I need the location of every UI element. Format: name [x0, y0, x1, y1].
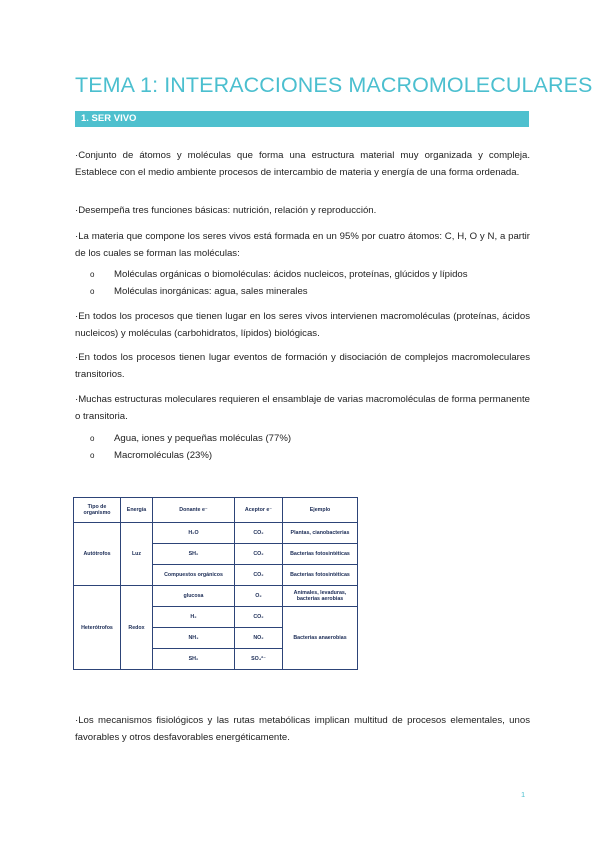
bullet-icon: o	[90, 434, 95, 443]
table-cell: SH₂	[153, 649, 235, 670]
table-cell: Bacterias anaerobias	[283, 607, 358, 670]
table-cell-organism: Heterótrofos	[74, 586, 121, 670]
table-cell-energy: Redox	[121, 586, 153, 670]
bullet-icon: o	[90, 270, 95, 279]
table-cell: Animales, levaduras, bacterias aerobias	[283, 586, 358, 607]
table-cell: NH₃	[153, 628, 235, 649]
column-header: Aceptor e⁻	[235, 498, 283, 523]
table-cell: NO₂	[235, 628, 283, 649]
table-cell: CO₂	[235, 523, 283, 544]
paragraph: ·Desempeña tres funciones básicas: nutrición, relación y reproducción.	[75, 205, 377, 216]
column-header: Energía	[121, 498, 153, 523]
table-header-row	[74, 498, 358, 523]
table-cell-organism: Autótrofos	[74, 523, 121, 586]
list-item	[90, 266, 530, 283]
table-cell: O₂	[235, 586, 283, 607]
table-cell-energy: Luz	[121, 523, 153, 586]
table-cell: CO₂	[235, 607, 283, 628]
paragraph: ·La materia que compone los seres vivos está formada en un 95% por cuatro átomos: C, H, O y N, a partir de los cuales se forman las moléculas:	[75, 231, 530, 259]
table-cell: CO₂	[235, 544, 283, 565]
column-header: Donante e⁻	[153, 498, 235, 523]
column-header: Ejemplo	[283, 498, 358, 523]
organism-energy-table	[73, 497, 358, 670]
list-item	[90, 430, 530, 447]
list-item	[90, 283, 530, 300]
list-item-text: Moléculas orgánicas o biomoléculas: ácidos nucleicos, proteínas, glúcidos y lípidos	[114, 269, 468, 280]
bullet-icon: o	[90, 287, 95, 296]
list-item-text: Agua, iones y pequeñas moléculas (77%)	[114, 433, 292, 444]
table-row	[74, 523, 358, 544]
paragraph: ·En todos los procesos que tienen lugar en los seres vivos intervienen macromoléculas (proteínas, ácidos nucleicos) y moléculas (carbohidratos, lípidos) biológicas.	[75, 311, 530, 339]
table-cell: H₂O	[153, 523, 235, 544]
table-row	[74, 586, 358, 607]
table-cell: Compuestos orgánicos	[153, 565, 235, 586]
paragraph: ·Conjunto de átomos y moléculas que forma una estructura material muy organizada y compleja. Establece con el medio ambiente procesos de intercambio de materia y energía de una forma ordenada.	[75, 150, 530, 178]
page-title: TEMA 1: INTERACCIONES MACROMOLECULARES	[75, 73, 593, 97]
list-item-text: Macromoléculas (23%)	[114, 450, 213, 461]
list-item	[90, 447, 530, 464]
table-cell: SO₄²⁻	[235, 649, 283, 670]
table-cell: H₂	[153, 607, 235, 628]
column-header: Tipo de organismo	[74, 498, 121, 523]
section-heading: 1. SER VIVO	[75, 111, 529, 127]
bullet-list	[90, 430, 530, 464]
table-cell: Plantas, cianobacterias	[283, 523, 358, 544]
paragraph: ·Muchas estructuras moleculares requieren el ensamblaje de varias macromoléculas de forma permanente o transitoria.	[75, 394, 530, 422]
table-cell: Bacterias fotosintéticas	[283, 565, 358, 586]
table-cell: glucosa	[153, 586, 235, 607]
paragraph: ·Los mecanismos fisiológicos y las rutas metabólicas implican multitud de procesos elementales, unos favorables y otros desfavorables energéticamente.	[75, 715, 530, 743]
bullet-icon: o	[90, 451, 95, 460]
table-cell: CO₂	[235, 565, 283, 586]
page-number: 1	[521, 790, 526, 799]
list-item-text: Moléculas inorgánicas: agua, sales minerales	[114, 286, 308, 297]
bullet-list	[90, 266, 530, 300]
table-cell: Bacterias fotosintéticas	[283, 544, 358, 565]
table-cell: SH₂	[153, 544, 235, 565]
paragraph: ·En todos los procesos tienen lugar eventos de formación y disociación de complejos macromoleculares transitorios.	[75, 352, 530, 380]
